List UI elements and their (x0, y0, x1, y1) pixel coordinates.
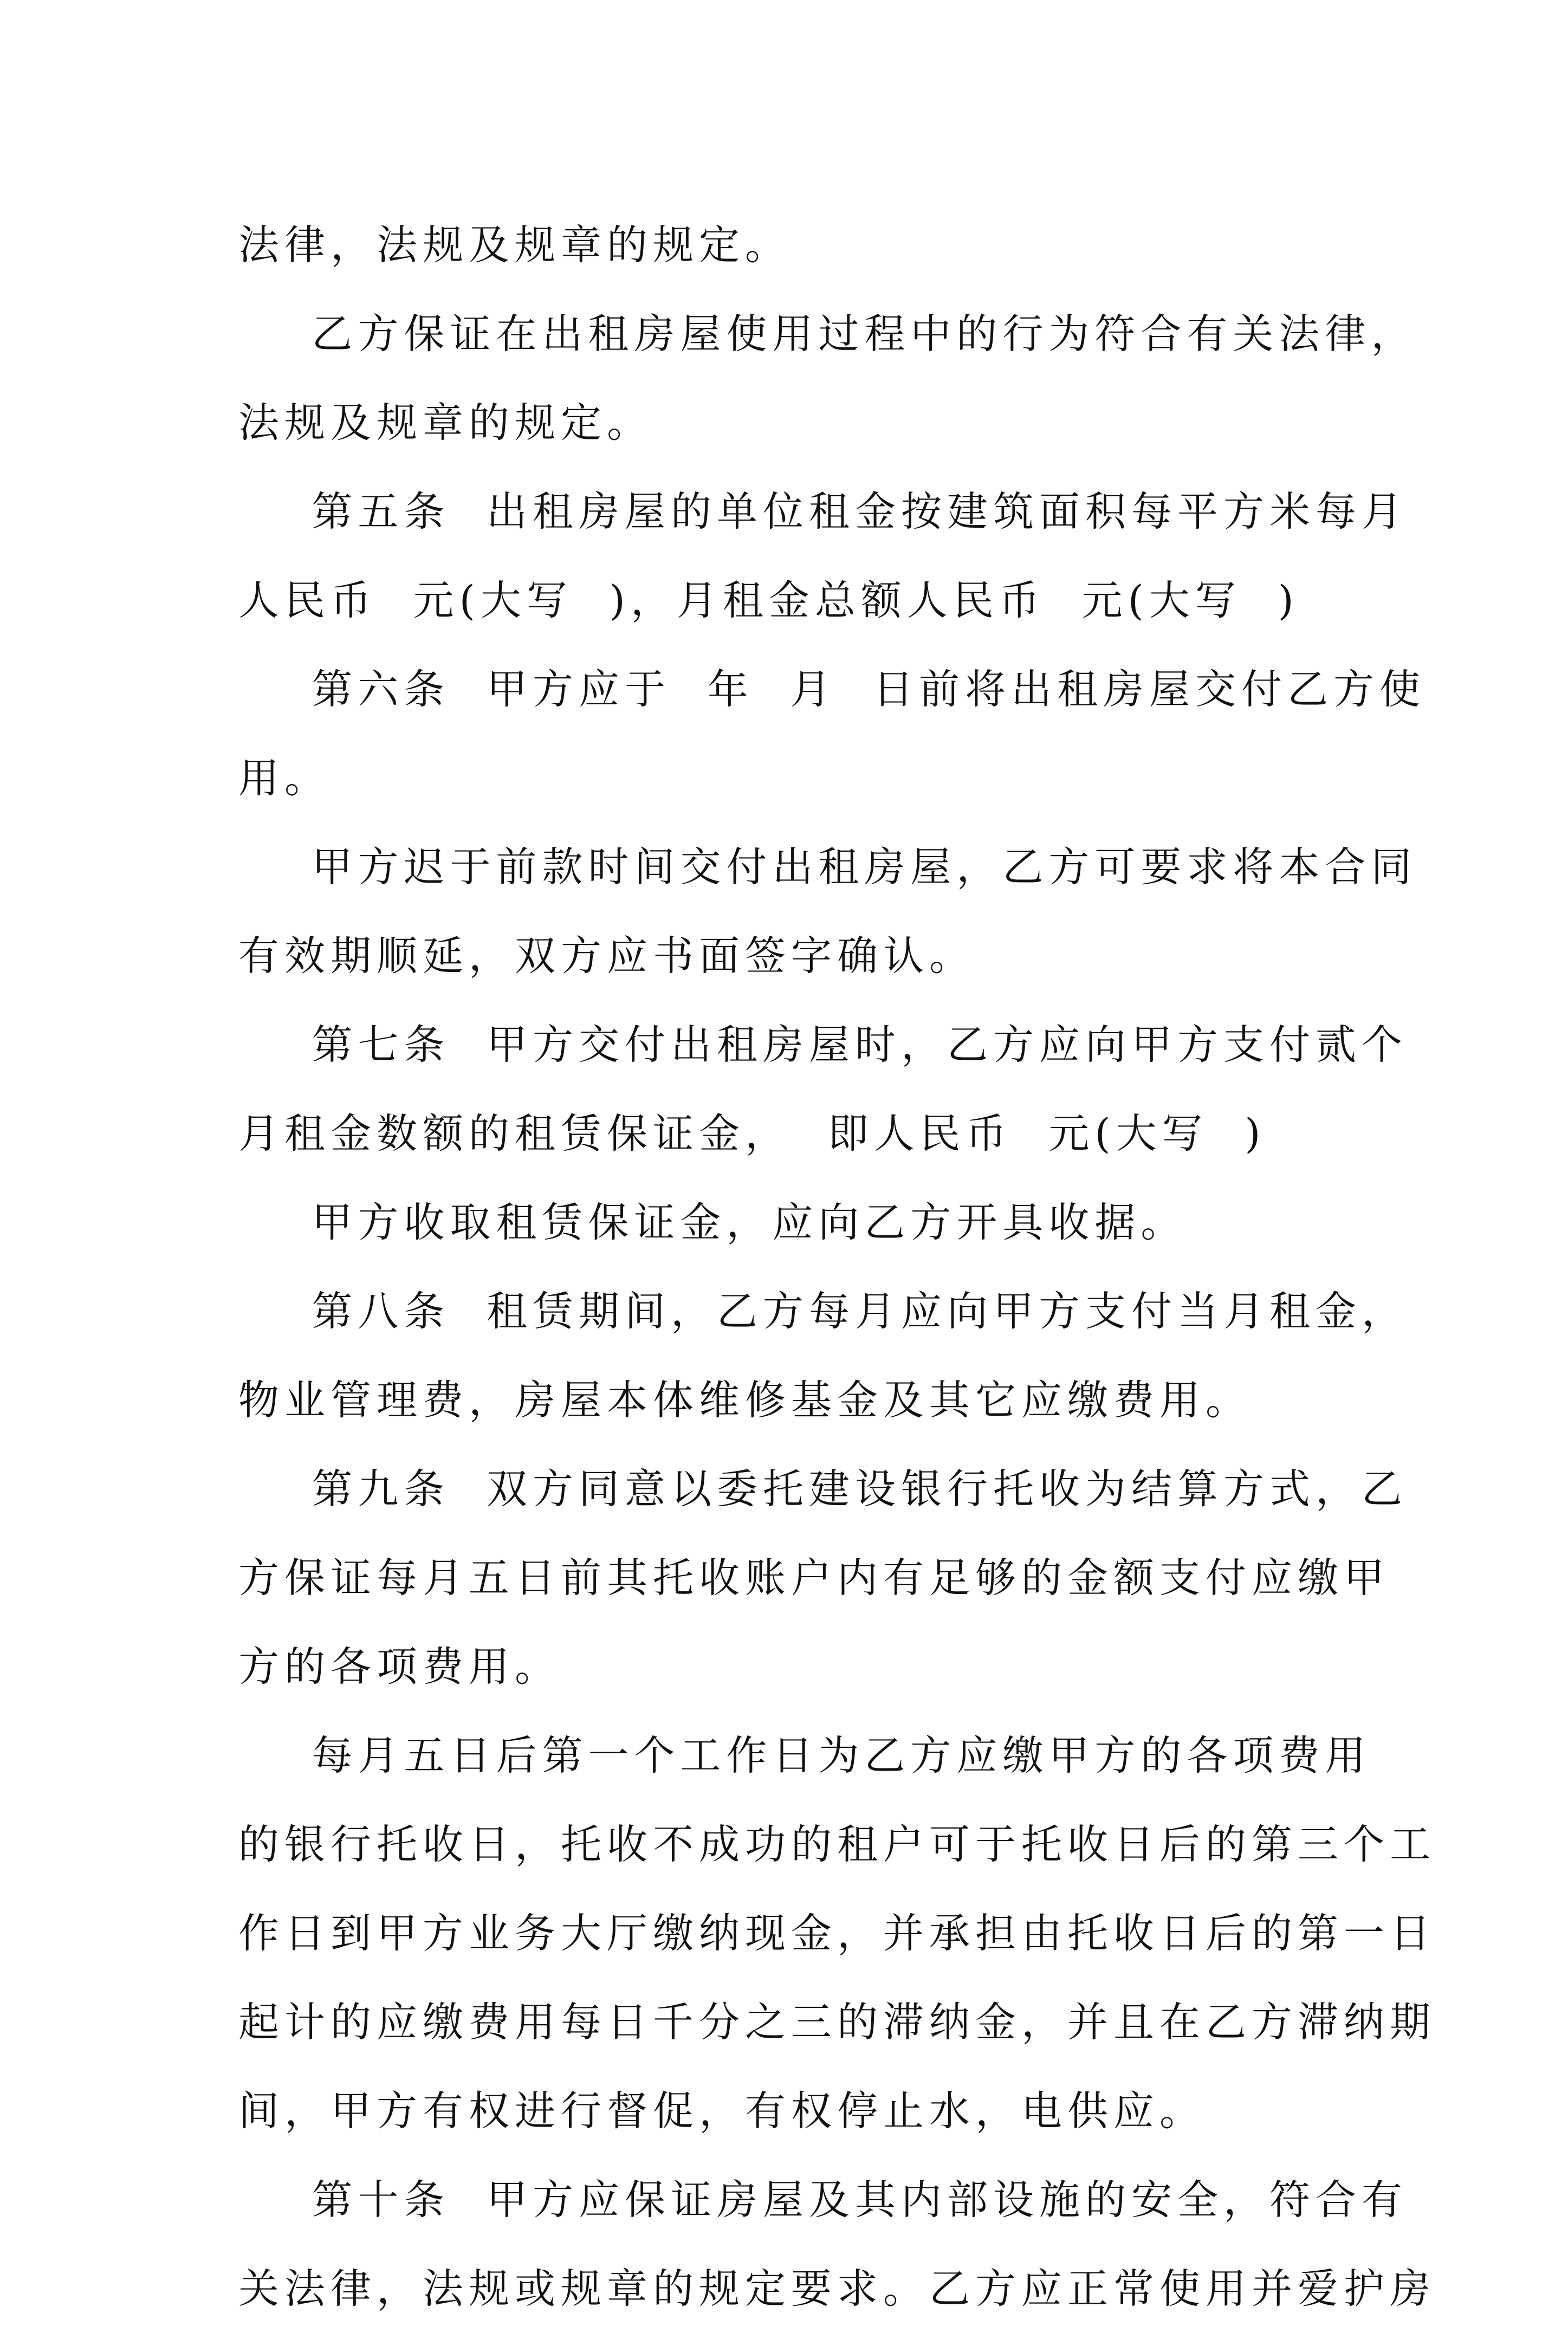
text-line: 每月五日后第一个工作日为乙方应缴甲方的各项费用 (238, 1732, 1371, 1779)
text-line: 方的各项费用。 (238, 1643, 561, 1690)
text-line: 法规及规章的规定。 (238, 399, 653, 446)
text-line: 第九条 双方同意以委托建设银行托收为结算方式，乙 (238, 1465, 1408, 1513)
text-line: 作日到甲方业务大厅缴纳现金，并承担由托收日后的第一日 (238, 1909, 1436, 1957)
text-line: 乙方保证在出租房屋使用过程中的行为符合有关法律， (238, 310, 1417, 358)
text-line: 甲方迟于前款时间交付出租房屋，乙方可要求将本合同 (238, 843, 1417, 891)
text-line: 第七条 甲方交付出租房屋时，乙方应向甲方支付贰个 (238, 1021, 1408, 1068)
text-line: 起计的应缴费用每日千分之三的滞纳金，并且在乙方滞纳期 (238, 1998, 1436, 2046)
text-line: 甲方收取租赁保证金，应向乙方开具收据。 (238, 1198, 1187, 1246)
text-line: 关法律，法规或规章的规定要求。乙方应正常使用并爱护房 (238, 2265, 1436, 2312)
text-line: 第五条 出租房屋的单位租金按建筑面积每平方米每月 (238, 488, 1408, 535)
text-line: 间，甲方有权进行督促，有权停止水，电供应。 (238, 2087, 1206, 2135)
text-line: 有效期顺延，双方应书面签字确认。 (238, 932, 976, 980)
text-line: 方保证每月五日前其托收账户内有足够的金额支付应缴甲 (238, 1554, 1390, 1602)
text-line: 物业管理费，房屋本体维修基金及其它应缴费用。 (238, 1376, 1252, 1424)
document-page (238, 200, 1436, 2333)
text-line: 月租金数额的租赁保证金， 即人民币 元(大写 ) (238, 1110, 1266, 1157)
text-line: 第十条 甲方应保证房屋及其内部设施的安全，符合有 (238, 2176, 1408, 2224)
text-line: 第六条 甲方应于 年 月 日前将出租房屋交付乙方使 (238, 665, 1426, 713)
text-line: 第八条 租赁期间，乙方每月应向甲方支付当月租金， (238, 1287, 1408, 1335)
text-line: 法律，法规及规章的规定。 (238, 221, 792, 269)
text-line: 人民币 元(大写 )，月租金总额人民币 元(大写 ) (238, 576, 1299, 624)
text-line: 的银行托收日，托收不成功的租户可于托收日后的第三个工 (238, 1820, 1436, 1868)
text-line: 用。 (238, 754, 331, 802)
